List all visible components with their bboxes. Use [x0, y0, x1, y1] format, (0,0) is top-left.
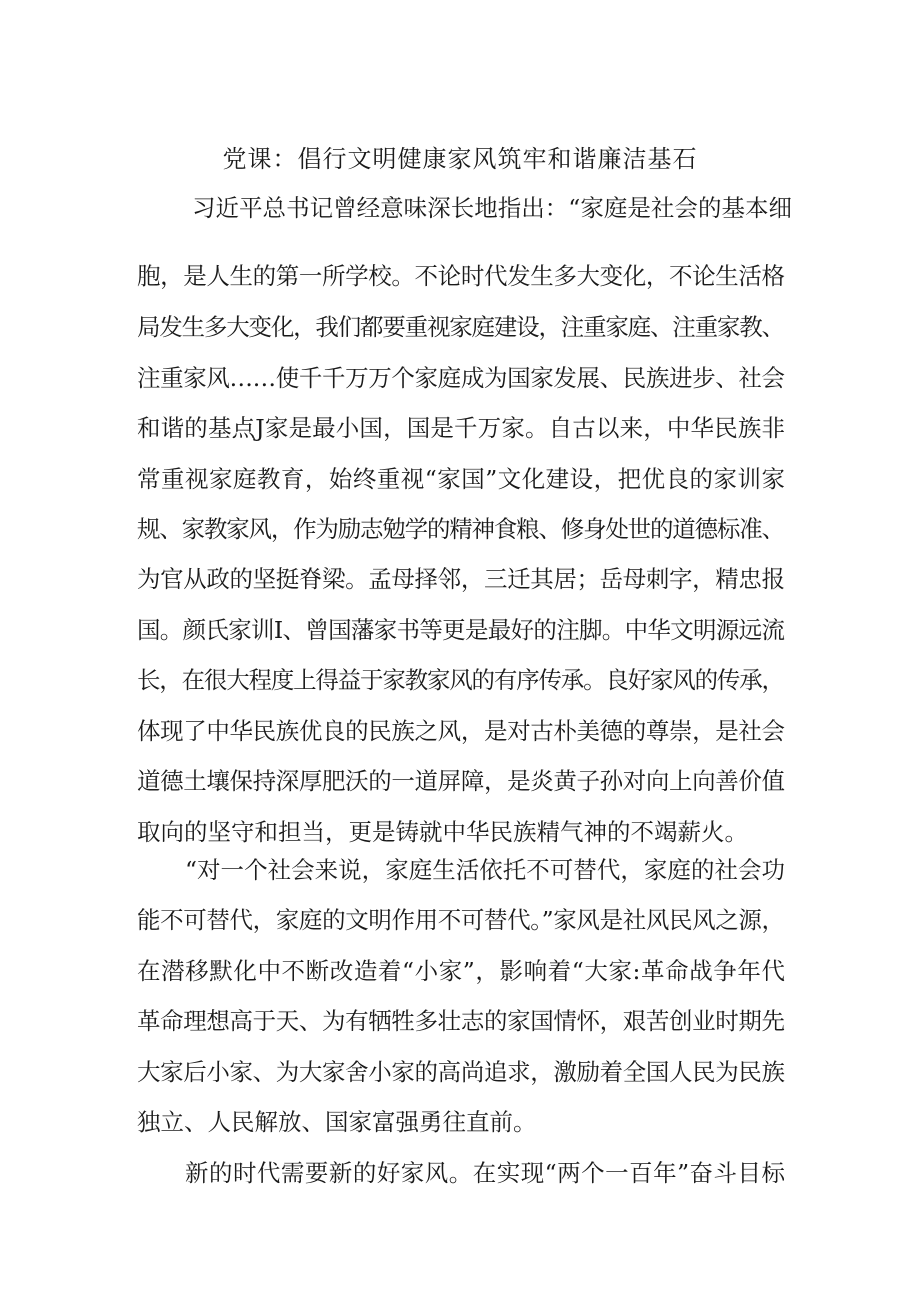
paragraph-line: [0, 1006, 920, 1036]
line-text: 国。颜氏家训I、曾国藩家书等更是最好的注脚。中华文明源远流: [137, 616, 785, 644]
paragraph-line: [0, 817, 920, 847]
line-text: 常重视家庭教育，始终重视“家国”文化建设，把优良的家训家: [137, 465, 786, 493]
paragraph-line: [0, 312, 920, 342]
paragraph-line: [0, 956, 920, 986]
line-text: 独立、人民解放、国家富强勇往直前。: [137, 1108, 537, 1136]
line-text: 体现了中华民族优良的民族之风，是对古朴美德的尊崇，是社会: [137, 717, 785, 745]
paragraph-line: [0, 766, 920, 796]
paragraph-line: [0, 413, 920, 443]
paragraph-line: [0, 514, 920, 544]
line-text: 道德土壤保持深厚肥沃的一道屏障，是炎黄子孙对向上向善价值: [137, 767, 785, 795]
line-text: 革命理想高于天、为有牺牲多壮志的家国情怀，艰苦创业时期先: [137, 1007, 785, 1035]
paragraph-line: [0, 905, 920, 935]
document-title: 党课：倡行文明健康家风筑牢和谐廉洁基石: [222, 145, 698, 173]
paragraph-line: [0, 716, 920, 746]
line-text: 胞，是人生的第一所学校。不论时代发生多大变化，不论生活格: [137, 262, 785, 290]
paragraph-line: [0, 1107, 920, 1137]
line-text: 能不可替代，家庭的文明作用不可替代。”家风是社风民风之源，: [137, 906, 785, 934]
line-text: 大家后小家、为大家舍小家的高尚追求，激励着全国人民为民族: [137, 1058, 785, 1086]
paragraph-line: [0, 363, 920, 393]
paragraph-line: [0, 855, 920, 885]
line-text: 为官从政的坚挺脊梁。孟母择邻，三迁其居；岳母刺字，精忠报: [137, 565, 785, 593]
paragraph-line: [0, 193, 920, 223]
line-text: 长，在很大程度上得益于家教家风的有序传承。良好家风的传承，: [137, 666, 784, 694]
paragraph-line: [0, 564, 920, 594]
line-text: 和谐的基点J家是最小国，国是千万家。自古以来，中华民族非: [137, 414, 786, 442]
paragraph-line: [0, 1158, 920, 1188]
line-text: 取向的坚守和担当，更是铸就中华民族精气神的不竭薪火。: [137, 818, 748, 846]
paragraph-line: [0, 615, 920, 645]
paragraph-line: [0, 1057, 920, 1087]
line-text: 习近平总书记曾经意味深长地指出：“家庭是社会的基本细: [192, 194, 793, 222]
line-text: “对一个社会来说，家庭生活依托不可替代，家庭的社会功: [185, 856, 786, 884]
line-text: 注重家风……使千千万万个家庭成为国家发展、民族进步、社会: [137, 364, 785, 392]
paragraph-line: [0, 464, 920, 494]
line-text: 局发生多大变化，我们都要重视家庭建设，注重家庭、注重家教、: [137, 313, 784, 341]
paragraph-line: [0, 665, 920, 695]
paragraph-line: [0, 261, 920, 291]
line-text: 新的时代需要新的好家风。在实现“两个一百年”奋斗目标: [185, 1159, 786, 1187]
line-text: 在潜移默化中不断改造着“小家”，影响着“大家:革命战争年代: [137, 957, 786, 985]
line-text: 规、家教家风，作为励志勉学的精神食粮、修身处世的道德标准、: [137, 515, 784, 543]
